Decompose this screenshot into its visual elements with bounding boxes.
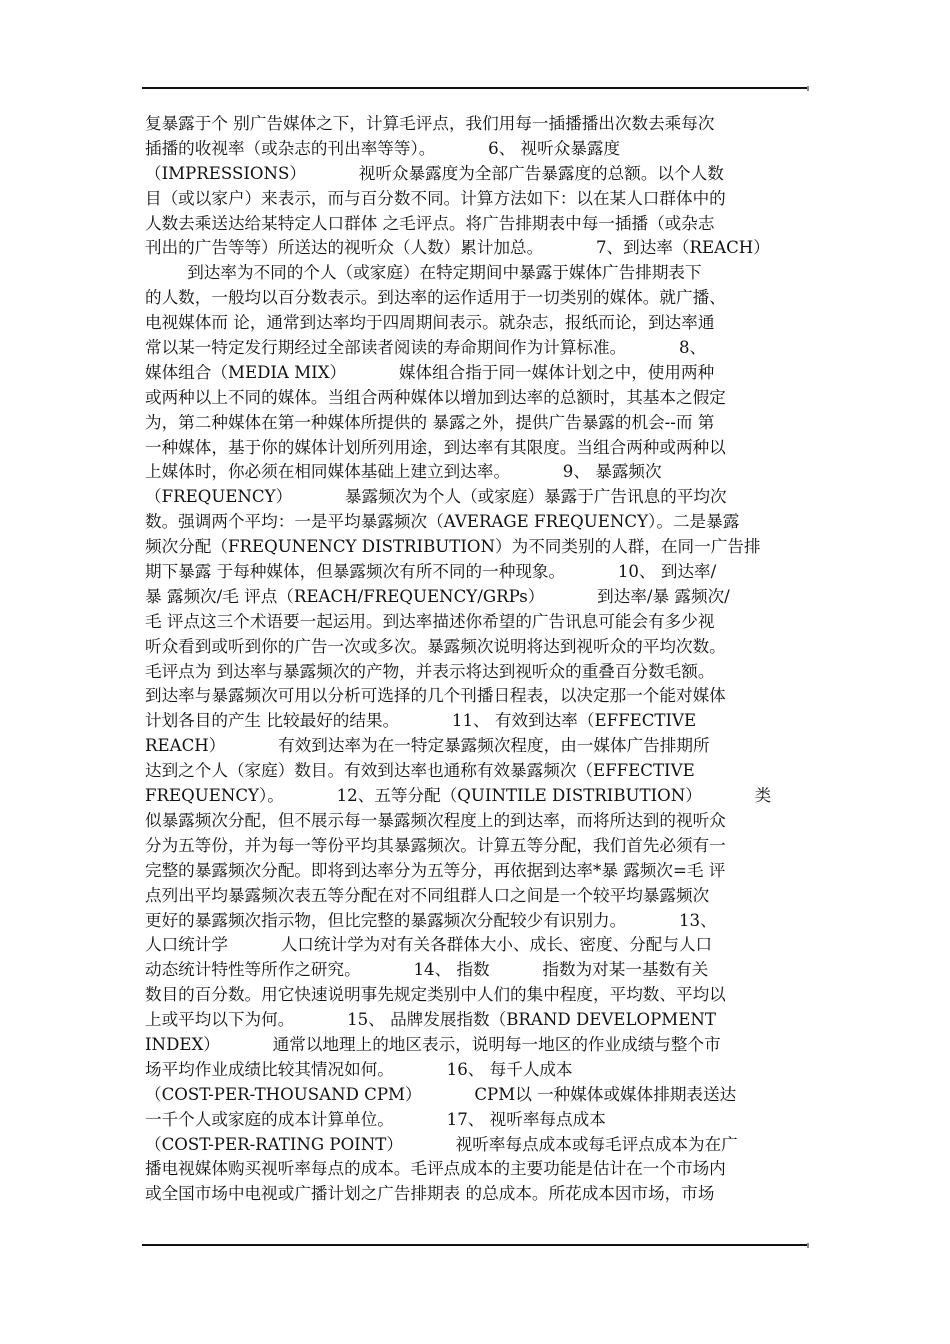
text-line: 人口统计学 人口统计学为对有关各群体大小、成长、密度、分配与人口 <box>145 935 713 955</box>
footer-rule <box>142 1244 808 1246</box>
footer-rule-tick <box>807 1243 809 1248</box>
text-line: 目（或以家户）来表示，而与百分数不同。计算方法如下：以在某人口群体中的 <box>145 188 726 208</box>
header-rule-tick <box>807 86 809 91</box>
text-line: 点列出平均暴露频次表五等分配在对不同组群人口之间是一个较平均暴露频次 <box>145 885 710 905</box>
text-line: 或全国市场中电视或广播计划之广告排期表 的总成本。所花成本因市场，市场 <box>145 1184 715 1204</box>
text-line: 复暴露于个 别广告媒体之下，计算毛评点，我们用每一插播播出次数去乘每次 <box>145 114 715 133</box>
text-line: 完整的暴露频次分配。即将到达率分为五等分，再依据到达率*暴 露频次=毛 评 <box>145 860 726 880</box>
header-rule <box>142 87 808 89</box>
text-line: 似暴露频次分配，但不展示每一暴露频次程度上的到达率，而将所达到的视听众 <box>145 810 726 830</box>
text-line: 到达率为不同的个人（或家庭）在特定期间中暴露于媒体广告排期表下 <box>145 263 702 283</box>
text-line: 刊出的广告等等）所送达的视听众（人数）累计加总。 7、到达率（REACH） <box>145 238 770 258</box>
text-line: （COST-PER-RATING POINT） 视听率每点成本或每毛评点成本为在广 <box>145 1134 738 1154</box>
text-line: 的人数，一般均以百分数表示。到达率的运作适用于一切类别的媒体。就广播、 <box>145 288 726 308</box>
text-line: 分为五等份，并为每一等份平均其暴露频次。计算五等分配，我们首先必须有一 <box>145 835 726 855</box>
text-line: 毛 评点这三个术语要一起运用。到达率描述你希望的广告讯息可能会有多少视 <box>145 611 715 631</box>
text-line: 一千个人或家庭的成本计算单位。 17、 视听率每点成本 <box>145 1109 606 1129</box>
text-line: 数目的百分数。用它快速说明事先规定类别中人们的集中程度，平均数、平均以 <box>145 985 726 1005</box>
text-line: 一种媒体，基于你的媒体计划所列用途，到达率有其限度。当组合两种或两种以 <box>145 437 726 457</box>
text-line: 媒体组合（MEDIA MIX） 媒体组合指于同一媒体计划之中，使用两种 <box>145 362 715 382</box>
text-line: REACH） 有效到达率为在一特定暴露频次程度，由一媒体广告排期所 <box>145 736 710 756</box>
text-line: 达到之个人（家庭）数目。有效到达率也通称有效暴露频次（EFFECTIVE <box>145 761 695 781</box>
text-line: （COST-PER-THOUSAND CPM） CPM以 一种媒体或媒体排期表送达 <box>145 1084 737 1104</box>
text-line: FREQUENCY）。 12、五等分配（QUINTILE DISTRIBUTION） 类 <box>145 786 772 806</box>
document-body <box>145 112 811 1207</box>
text-line: 插播的收视率（或杂志的刊出率等等）。 6、 视听众暴露度 <box>145 138 621 158</box>
text-line: 为，第二种媒体在第一种媒体所提供的 暴露之外，提供广告暴露的机会--而 第 <box>145 412 715 432</box>
text-line: 人数去乘送达给某特定人口群体 之毛评点。将广告排期表中每一插播（或杂志 <box>145 213 715 233</box>
text-line: （IMPRESSIONS） 视听众暴露度为全部广告暴露度的总额。以个人数 <box>145 163 724 183</box>
text-line: （FREQUENCY） 暴露频次为个人（或家庭）暴露于广告讯息的平均次 <box>145 487 727 507</box>
text-line: 上媒体时，你必须在相同媒体基础上建立到达率。 9、 暴露频次 <box>145 462 662 482</box>
text-line: 更好的暴露频次指示物，但比完整的暴露频次分配较少有识别力。 13、 <box>145 910 717 930</box>
text-line: 暴 露频次/毛 评点（REACH/FREQUENCY/GRPs） 到达率/暴 露频次/ <box>145 586 730 606</box>
text-line: 期下暴露 于每种媒体，但暴露频次有所不同的一种现象。 10、 到达率/ <box>145 562 717 582</box>
text-line: 数。强调两个平均：一是平均暴露频次（AVERAGE FREQUENCY）。二是暴露 <box>145 512 740 532</box>
text-line: 常以某一特定发行期经过全部读者阅读的寿命期间作为计算标准。 8、 <box>145 338 707 358</box>
text-line: INDEX） 通常以地理上的地区表示，说明每一地区的作业成绩与整个市 <box>145 1034 721 1054</box>
text-line: 到达率与暴露频次可用以分析可选择的几个刊播日程表，以决定那一个能对媒体 <box>145 686 726 706</box>
text-line: 计划各目的产生 比较最好的结果。 11、 有效到达率（EFFECTIVE <box>145 711 697 731</box>
text-line: 频次分配（FREQUNENCY DISTRIBUTION）为不同类别的人群，在同一广告排 <box>145 537 761 557</box>
text-line: 上或平均以下为何。 15、 品牌发展指数（BRAND DEVELOPMENT <box>145 1010 716 1030</box>
text-line: 听众看到或听到你的广告一次或多次。暴露频次说明将达到视听众的平均次数。 <box>145 636 726 656</box>
text-line: 电视媒体而 论，通常到达率均于四周期间表示。就杂志，报纸而论，到达率通 <box>145 313 715 333</box>
text-line: 或两种以上不同的媒体。当组合两种媒体以增加到达率的总额时，其基本之假定 <box>145 387 726 407</box>
text-line: 动态统计特性等所作之研究。 14、 指数 指数为对某一基数有关 <box>145 960 709 980</box>
text-line: 播电视媒体购买视听率每点的成本。毛评点成本的主要功能是估计在一个市场内 <box>145 1159 726 1179</box>
text-line: 场平均作业成绩比较其情况如何。 16、 每千人成本 <box>145 1059 573 1079</box>
text-line: 毛评点为 到达率与暴露频次的产物，并表示将达到视听众的重叠百分数毛额。 <box>145 661 715 681</box>
